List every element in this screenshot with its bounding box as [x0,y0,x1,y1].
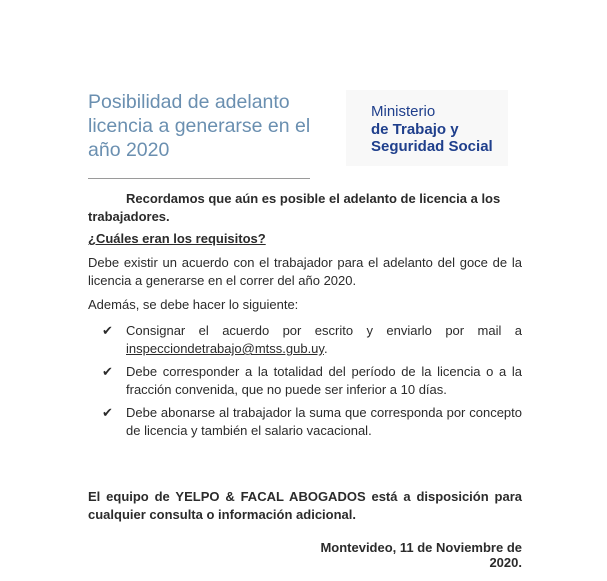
ministry-logo [346,90,508,166]
paragraph-agreement: Debe existir un acuerdo con el trabajador para el adelanto del goce de la licencia a generarse en el correr del año 2020. [88,255,522,288]
closing-paragraph: El equipo de YELPO & FACAL ABOGADOS está a disposición para cualquier consulta o información adicional. [88,489,522,522]
document-date: Montevideo, 11 de Noviembre de 2020. [320,540,522,570]
email-link[interactable]: inspecciondetrabajo@mtss.gub.uy [126,341,324,356]
logo-line-1: Ministerio [371,103,436,120]
list-item-text: Debe abonarse al trabajador la suma que corresponda por concepto de licencia y también el salario vacacional. [126,405,522,438]
document-body [88,190,522,445]
paragraph-additional: Además, se debe hacer lo siguiente: [88,297,299,312]
checkmark-icon: ✔ [102,364,113,379]
checkmark-icon: ✔ [102,405,113,420]
list-item-text: Debe corresponder a la totalidad del período de la licencia o a la fracción convenida, que no puede ser inferior a 10 días. [126,364,522,397]
list-item [88,363,522,399]
list-item-suffix: . [323,341,328,356]
logo-line-3: Seguridad Social [371,138,493,155]
title-divider [88,178,310,179]
requirements-list [88,322,522,440]
requirements-heading: ¿Cuáles eran los requisitos? [88,231,266,246]
document-title: Posibilidad de adelanto licencia a generarse en el año 2020 [88,91,311,161]
list-item [88,404,522,440]
list-item-text: Consignar el acuerdo por escrito y enviarlo por mail a [126,323,522,338]
list-item [88,322,522,358]
logo-line-2: de Trabajo y [371,121,459,138]
checkmark-icon: ✔ [102,323,113,338]
intro-paragraph: Recordamos que aún es posible el adelanto de licencia a los trabajadores. [88,191,501,224]
